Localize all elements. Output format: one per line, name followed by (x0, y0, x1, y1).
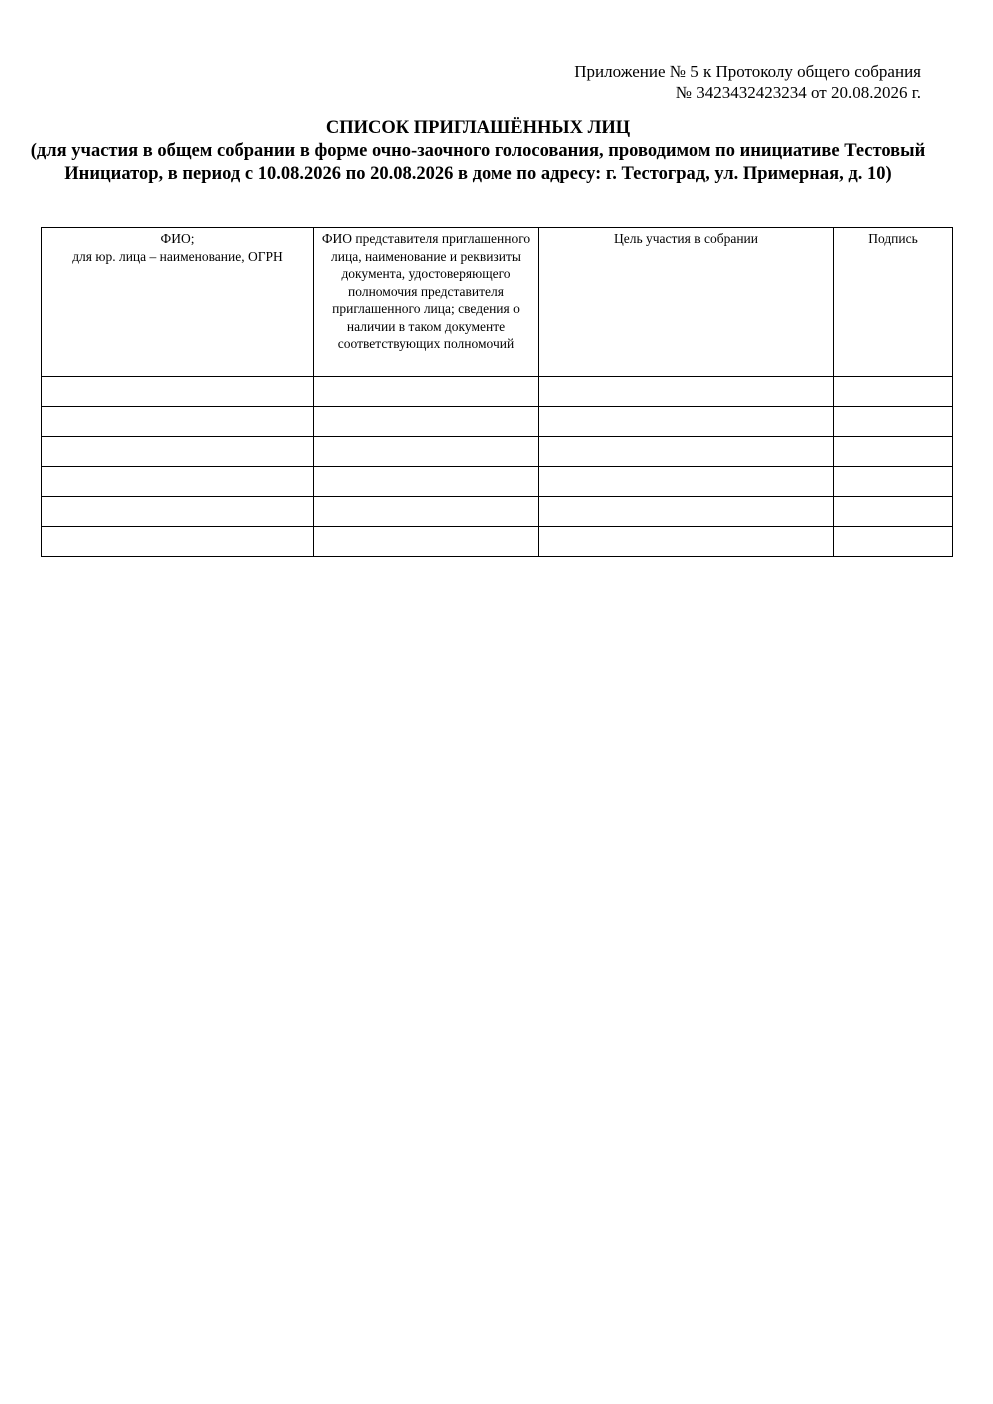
table-cell[interactable] (539, 497, 834, 527)
document-subtitle: (для участия в общем собрании в форме очно-заочного голосования, проводимом по инициативе Тестовый Инициатор, в период с 10.08.2026 по 20.08.2026 в доме по адресу: г. Тестоград, ул. Примерная, д. 10) (30, 141, 926, 184)
table-cell[interactable] (834, 497, 953, 527)
table-cell[interactable] (834, 437, 953, 467)
table-cell[interactable] (42, 497, 314, 527)
table-cell[interactable] (42, 437, 314, 467)
table-cell[interactable] (42, 407, 314, 437)
document-title-block (30, 117, 926, 186)
table-cell[interactable] (539, 377, 834, 407)
header-signature: Подпись (834, 228, 953, 377)
table-cell[interactable] (314, 497, 539, 527)
table-cell[interactable] (834, 527, 953, 557)
table-cell[interactable] (42, 467, 314, 497)
header-representative: ФИО представителя приглашенного лица, наименование и реквизиты документа, удостоверяющего полномочия представителя приглашенного лица; сведения о наличии в таком документе соответствующих полномочий (314, 228, 539, 377)
table-header-row (42, 228, 953, 377)
appendix-line-2: № 3423432423234 от 20.08.2026 г. (675, 83, 921, 102)
table-cell[interactable] (539, 527, 834, 557)
table-row (42, 377, 953, 407)
table-row (42, 407, 953, 437)
header-name: ФИО; для юр. лица – наименование, ОГРН (42, 228, 314, 377)
table-cell[interactable] (834, 407, 953, 437)
table-cell[interactable] (539, 437, 834, 467)
table-cell[interactable] (314, 437, 539, 467)
table-cell[interactable] (834, 377, 953, 407)
document-title: СПИСОК ПРИГЛАШЁННЫХ ЛИЦ (325, 118, 631, 138)
table-cell[interactable] (539, 407, 834, 437)
invited-persons-table (41, 227, 953, 557)
table-cell[interactable] (42, 527, 314, 557)
table-cell[interactable] (42, 377, 314, 407)
table-cell[interactable] (314, 407, 539, 437)
table-cell[interactable] (539, 467, 834, 497)
appendix-reference (421, 61, 921, 103)
table-cell[interactable] (834, 467, 953, 497)
table-row (42, 467, 953, 497)
header-purpose: Цель участия в собрании (539, 228, 834, 377)
table-cell[interactable] (314, 377, 539, 407)
table-row (42, 527, 953, 557)
table-row (42, 497, 953, 527)
appendix-line-1: Приложение № 5 к Протоколу общего собрания (574, 62, 921, 81)
table-cell[interactable] (314, 527, 539, 557)
table-row (42, 437, 953, 467)
table-cell[interactable] (314, 467, 539, 497)
